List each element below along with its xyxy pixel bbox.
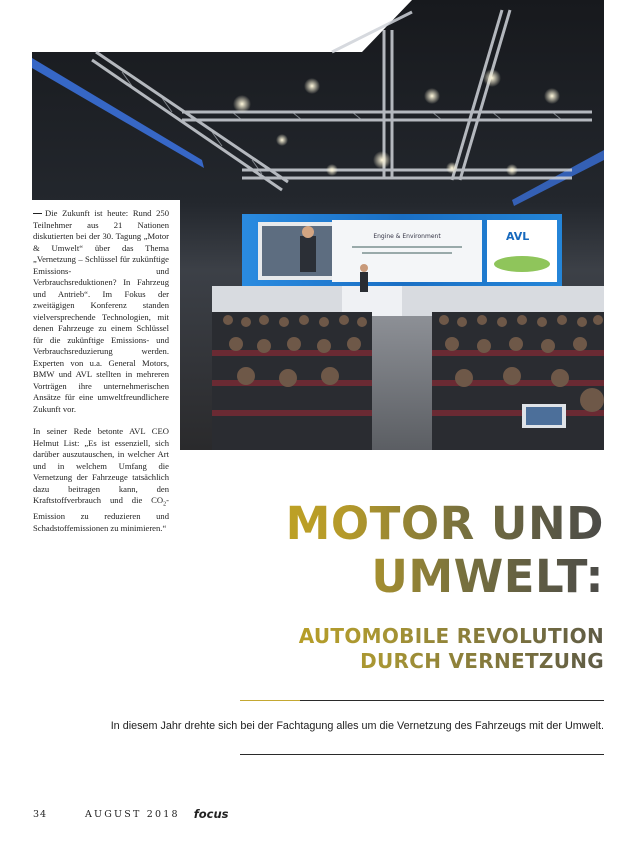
teaser-text: In diesem Jahr drehte sich bei der Fachtagung alles um die Vernetzung des Fahrzeugs mit der Umwelt.: [110, 720, 604, 732]
screen-brand-logo: AVL: [506, 230, 530, 243]
headline-line-1: MOTOR UND: [204, 497, 604, 550]
divider-top: [240, 700, 604, 701]
page-footer: [33, 807, 228, 821]
article-paragraph-2: In seiner Rede betonte AVL CEO Helmut List: „Es ist essenziell, sich darüber auszutauschen, in welcher Art und in welchem Umfang die Vernetzung der Fahrzeuge tatsächlich dazu beitragen kann, den Kraftstoffverbrauch und die $CO_2$-Emission zu reduzieren und Schadstoffemissionen zu minimieren.“: [33, 426, 169, 533]
page-number: 34: [33, 808, 48, 820]
issue-date: AUGUST 2018: [85, 808, 180, 820]
subheadline-line-2: DURCH VERNETZUNG: [204, 649, 604, 674]
subheadline: [204, 624, 604, 674]
article-body: [33, 208, 169, 534]
screen-text: Engine & Environment: [373, 233, 441, 240]
headline: [204, 497, 604, 603]
article-paragraph-1: Die Zukunft ist heute: Rund 250 Teilnehmer aus 21 Nationen diskutierten bei der 30. Tagung „Motor & Umwelt“ über das Thema „Vernetzung – Schlüssel für zukünftige Emissions- und Verbrauchsreduktionen? In Fahrzeug und Antrieb“. Im Fokus der zweitägigen Konferenz standen vielversprechende Technologien, mit denen Fahrzeuge zu einem Schlüssel für die zukünftige Emissions- und Verbrauchsreduzierung werden. Experten von u.a. General Motors, BMW und AVL stellten in mehreren Vorträgen ihre unternehmerischen Ansätze für eine umweltfreundlichere Zukunft vor.: [33, 208, 169, 414]
divider-bottom: [240, 754, 604, 755]
magazine-logo: focus: [193, 807, 229, 821]
headline-line-2: UMWELT:: [204, 550, 604, 603]
lead-dash: [33, 213, 42, 214]
subheadline-line-1: AUTOMOBILE REVOLUTION: [204, 624, 604, 649]
